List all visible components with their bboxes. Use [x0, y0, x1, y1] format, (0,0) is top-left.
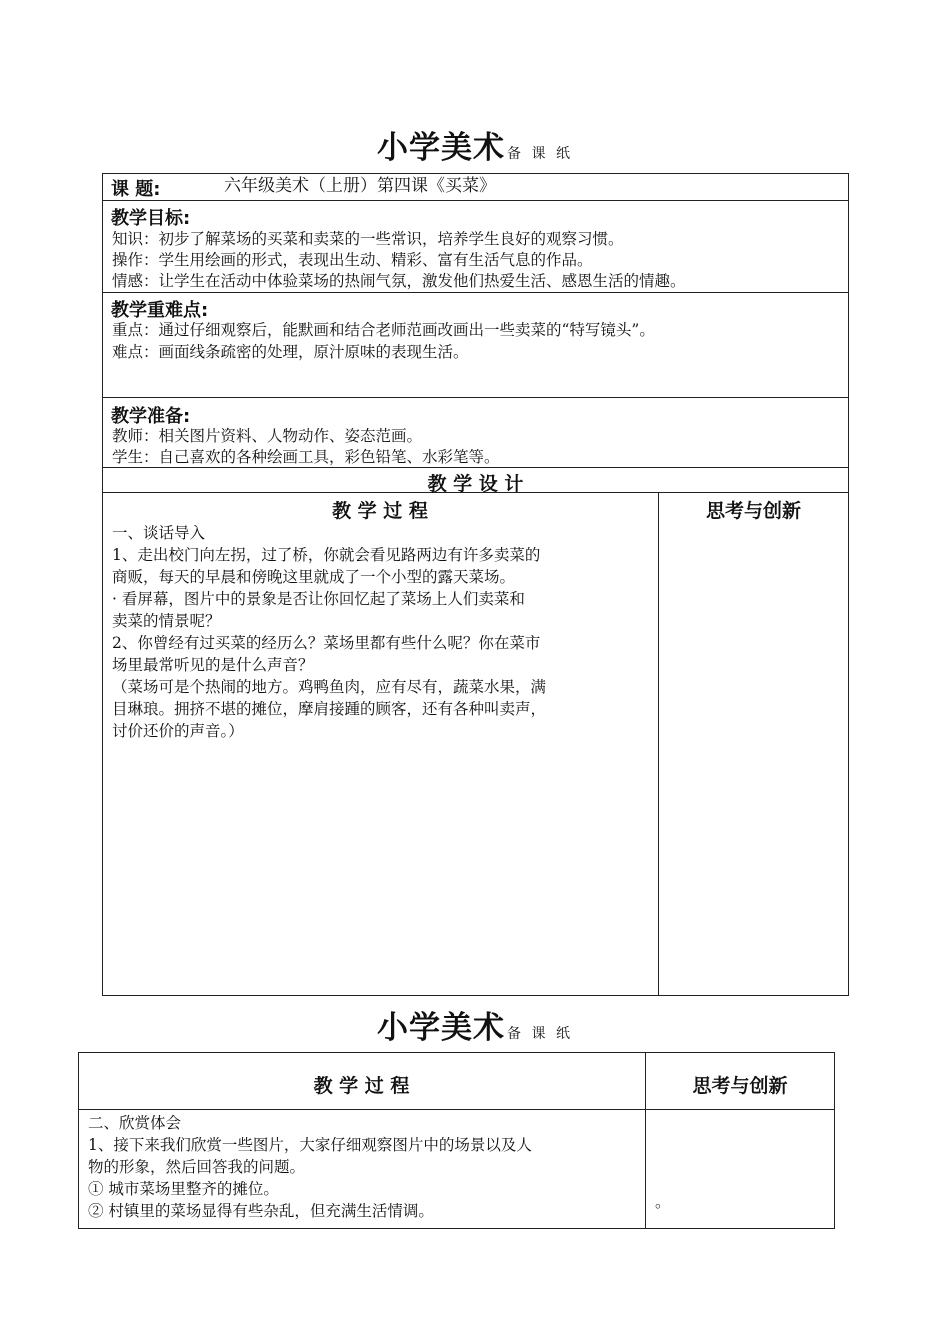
page2-title: [0, 1002, 950, 1047]
process-line: 讨价还价的声音。）: [112, 722, 244, 740]
design-header: 教 学 设 计: [427, 473, 524, 495]
prep-teacher: 教师：相关图片资料、人物动作、姿态范画。: [112, 427, 423, 445]
topic-value: 六年级美术（上册）第四课《买菜》: [224, 176, 496, 196]
difficulty-heading: 教学重难点:: [111, 300, 209, 321]
rule-difficulty: [102, 397, 849, 398]
process-line: 物的形象，然后回答我的问题。: [88, 1158, 306, 1176]
page2-reflection-note: 。: [655, 1193, 671, 1211]
goal-operation: 操作：学生用绘画的形式，表现出生动、精彩、富有生活气息的作品。: [112, 251, 593, 269]
process-line: 1、接下来我们欣赏一些图片，大家仔细观察图片中的场景以及人: [88, 1136, 532, 1154]
process-body: [112, 522, 546, 742]
page1-title: [0, 122, 950, 167]
page1-title-sub: 备 课 纸: [507, 146, 573, 162]
page2-title-main: 小学美术: [377, 1010, 506, 1046]
process-line: ② 村镇里的菜场显得有些杂乱，但充满生活情调。: [88, 1202, 434, 1220]
process-line: 卖菜的情景呢？: [112, 612, 221, 630]
process-line: 目琳琅。拥挤不堪的摊位，摩肩接踵的顾客，还有各种叫卖声，: [112, 700, 547, 718]
process-line: 1、走出校门向左拐，过了桥，你就会看见路两边有许多卖菜的: [112, 546, 541, 564]
process-line: ① 城市菜场里整齐的摊位。: [88, 1180, 279, 1198]
process-line: 商贩，每天的早晨和傍晚这里就成了一个小型的露天菜场。: [112, 568, 516, 586]
goal-knowledge: 知识：初步了解菜场的买菜和卖菜的一些常识，培养学生良好的观察习惯。: [112, 230, 624, 248]
prep-heading: 教学准备:: [111, 406, 191, 427]
column-divider: [658, 492, 659, 996]
page1-title-main: 小学美术: [377, 130, 506, 166]
page2-process-body: [88, 1112, 532, 1222]
prep-student: 学生：自己喜欢的各种绘画工具，彩色铅笔、水彩笔等。: [112, 448, 500, 466]
goals-heading: 教学目标:: [111, 208, 191, 229]
process-line: 2、你曾经有过买菜的经历么？菜场里都有些什么呢？你在菜市: [112, 634, 541, 652]
page2-reflection-header: 思考与创新: [692, 1075, 788, 1097]
process-line: 一、谈话导入: [112, 524, 206, 542]
process-line: 二、欣赏体会: [88, 1114, 182, 1132]
rule-topic: [102, 200, 849, 201]
difficulty-hard: 难点：画面线条疏密的处理，原汁原味的表现生活。: [112, 343, 469, 361]
reflection-header: 思考与创新: [705, 500, 801, 522]
process-line: 场里最常听见的是什么声音？: [112, 656, 314, 674]
goal-emotion: 情感：让学生在活动中体验菜场的热闹气氛，激发他们热爱生活、感恩生活的情趣。: [112, 272, 686, 290]
page2-process-header: 教 学 过 程: [313, 1075, 410, 1097]
difficulty-key: 重点：通过仔细观察后，能默画和结合老师范画改画出一些卖菜的“特写镜头”。: [112, 321, 655, 339]
page2-title-sub: 备 课 纸: [507, 1026, 573, 1042]
process-line: （菜场可是个热闹的地方。鸡鸭鱼肉，应有尽有，蔬菜水果，满: [112, 678, 547, 696]
topic-label: 课 题:: [111, 179, 161, 200]
process-line: · 看屏幕，图片中的景象是否让你回忆起了菜场上人们卖菜和: [112, 590, 525, 608]
page2-header-rule: [78, 1109, 835, 1110]
process-header: 教 学 过 程: [332, 500, 428, 522]
